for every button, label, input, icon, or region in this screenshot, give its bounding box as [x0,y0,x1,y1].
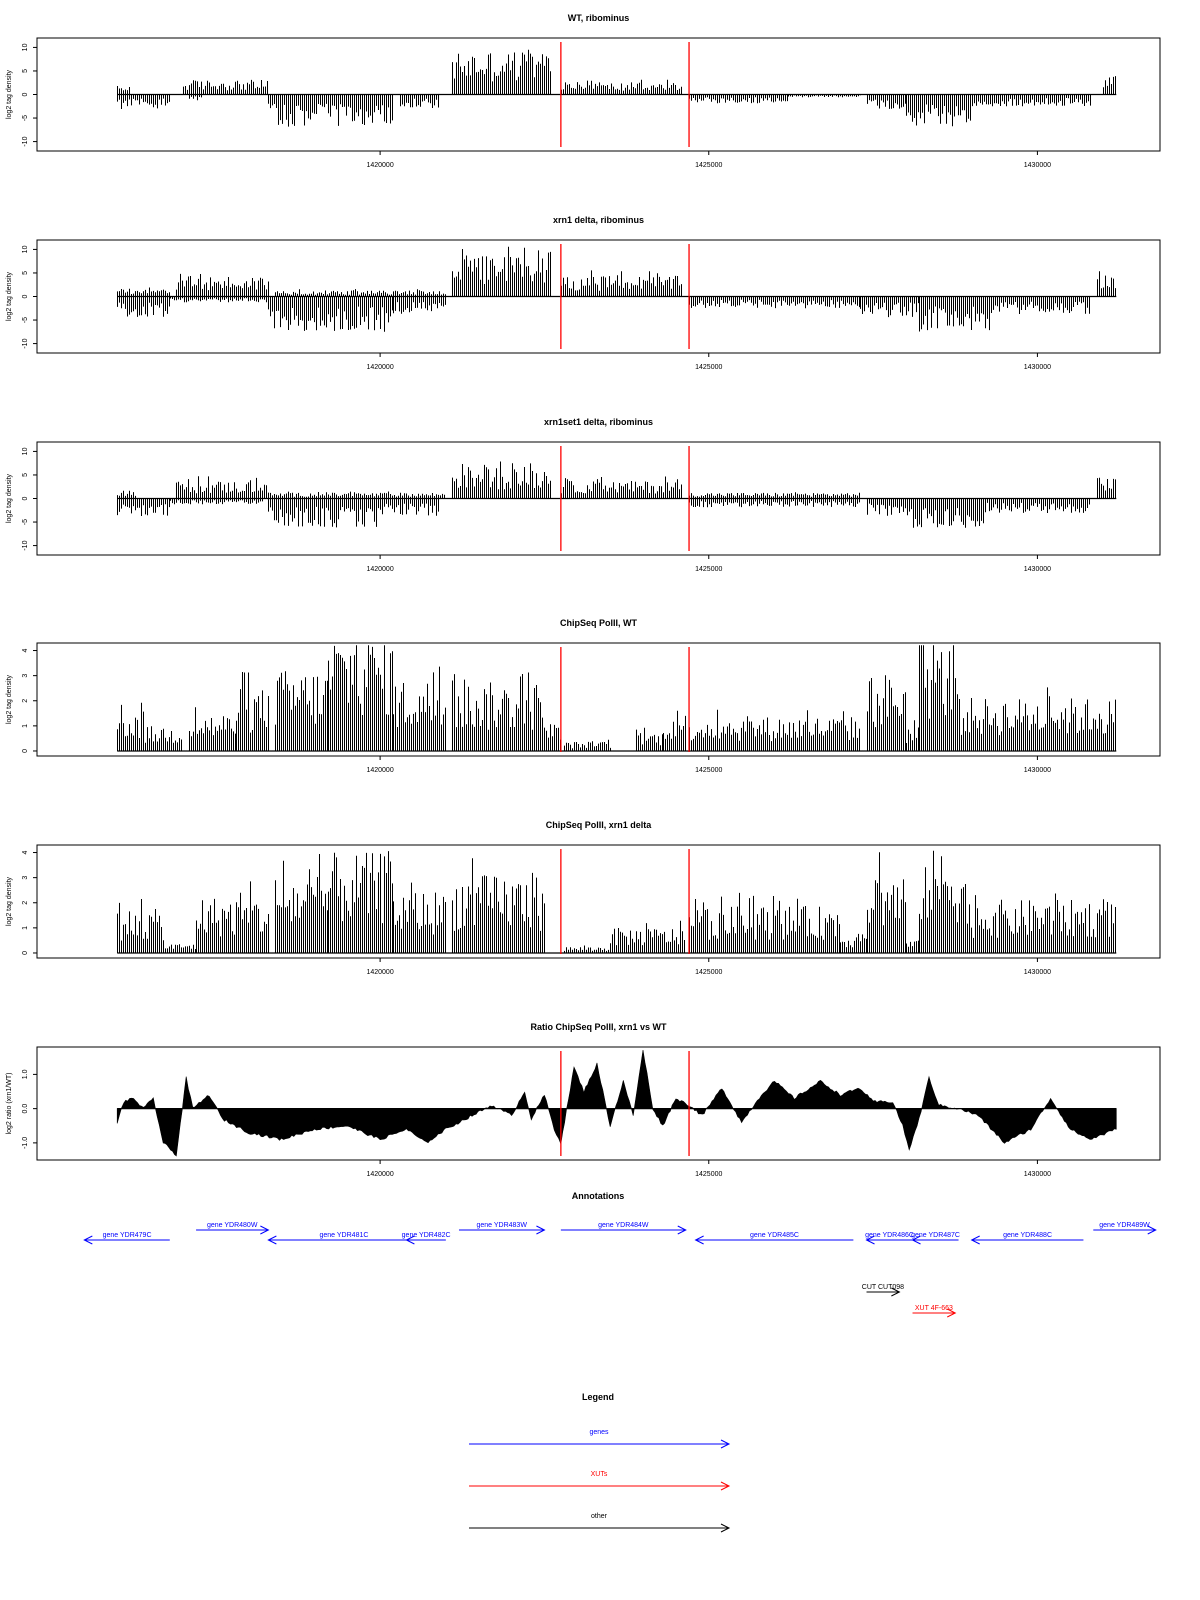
panel2-y-axis-label: log2 tag density [6,271,13,322]
panel3-y-tick-label: 10 [22,447,29,456]
panel3-x-tick-label: 1420000 [366,566,394,573]
panel5-x-tick-label: 1425000 [695,969,723,976]
legend-label: XUTs [590,1471,608,1478]
panel1-y-axis-label: log2 tag density [6,69,13,120]
panel4-y-tick-label: 0 [22,749,29,753]
panel3-y-axis-label: log2 tag density [6,473,13,524]
panel1-density-bars [118,50,1116,127]
panel6-x-tick-label: 1425000 [695,1171,723,1178]
panel6-y-axis-label: log2 ratio (xrn1/WT) [6,1072,13,1135]
panel3-title: xrn1set1 delta, ribominus [543,417,654,427]
panel3-y-tick-label: -10 [22,540,29,551]
panel2-x-tick-label: 1425000 [695,364,723,371]
panel4-y-tick-label: 2 [22,698,29,703]
panel1-x-tick-label: 1425000 [695,162,723,169]
panel5-y-axis-label: log2 tag density [6,876,13,927]
panel4-y-tick-label: 4 [22,648,29,653]
panel1-x-tick-label: 1430000 [1023,162,1052,169]
panel2-y-tick-label: 10 [22,245,29,254]
panel6-y-tick-label: -1.0 [22,1136,29,1149]
panel6-title: Ratio ChipSeq PolII, xrn1 vs WT [530,1022,667,1032]
panel6-x-tick-label: 1420000 [366,1171,394,1178]
panel4-y-tick-label: 1 [22,723,29,728]
panel2-y-tick-label: 0 [22,294,29,299]
annotation-label: gene YDR479C [102,1232,152,1239]
panel3-x-tick-label: 1430000 [1023,566,1052,573]
panel2-x-tick-label: 1430000 [1023,364,1052,371]
panel1-y-tick-label: 5 [22,69,29,73]
panel5-y-tick-label: 2 [22,900,29,905]
panel5-x-tick-label: 1430000 [1023,969,1052,976]
panel1-y-tick-label: -10 [22,136,29,147]
panel5-y-tick-label: 0 [22,951,29,955]
annotation-label: gene YDR480W [206,1222,258,1229]
legend-title: Legend [581,1392,615,1402]
panel3-y-tick-label: 5 [22,473,29,477]
panel4-x-tick-label: 1425000 [695,767,723,774]
panel5-y-tick-label: 3 [22,875,29,880]
panel1-x-tick-label: 1420000 [366,162,394,169]
panel4-title: ChipSeq PolII, WT [560,618,637,628]
panel4-density-bars [118,645,1116,751]
panel5-density-bars [118,851,1116,953]
panel1-y-tick-label: -5 [22,114,29,122]
panel3-density-bars [118,462,1116,528]
panel3-y-tick-label: 0 [22,496,29,501]
panel1-y-tick-label: 10 [22,43,29,52]
annotation-label: gene YDR483W [476,1222,527,1229]
panel5-x-tick-label: 1420000 [366,969,394,976]
panel5-y-tick-label: 4 [22,850,29,855]
panel2-y-tick-label: -5 [22,316,29,324]
panel2-density-bars [118,247,1116,332]
panel5-title: ChipSeq PolII, xrn1 delta [545,820,652,830]
legend-label: genes [589,1429,609,1436]
annotation-label: XUT 4F-663 [914,1305,953,1312]
panel6-y-tick-label: 1.0 [22,1069,29,1080]
panel1-title: WT, ribominus [567,13,630,23]
panel3-y-tick-label: -5 [22,518,29,526]
annotation-label: gene YDR481C [319,1232,369,1239]
panel1-y-tick-label: 0 [22,92,29,97]
panel6-y-tick-label: 0.0 [22,1103,29,1114]
annotation-label: gene YDR484W [598,1222,649,1229]
annotation-label: gene YDR482C [401,1232,451,1239]
panel2-x-tick-label: 1420000 [366,364,394,371]
panel6-ratio-area [117,1050,1116,1156]
panel2-y-tick-label: 5 [22,271,29,275]
annotation-label: gene YDR487C [911,1232,960,1239]
annotations-title: Annotations [571,1191,625,1201]
panel6-x-tick-label: 1430000 [1023,1171,1052,1178]
panel3-x-tick-label: 1425000 [695,566,723,573]
annotation-label: gene YDR488C [1003,1232,1053,1239]
annotation-label: CUT CUT098 [861,1284,905,1291]
legend-label: other [591,1513,607,1520]
panel2-y-tick-label: -10 [22,338,29,349]
panel2-title: xrn1 delta, ribominus [552,215,645,225]
panel4-y-tick-label: 3 [22,673,29,678]
annotation-label: gene YDR489W [1099,1222,1150,1229]
panel4-x-tick-label: 1430000 [1023,767,1052,774]
panel4-y-axis-label: log2 tag density [6,674,13,725]
panel5-y-tick-label: 1 [22,925,29,930]
panel4-x-tick-label: 1420000 [366,767,394,774]
annotation-label: gene YDR486C [865,1232,914,1239]
annotation-label: gene YDR485C [750,1232,799,1239]
